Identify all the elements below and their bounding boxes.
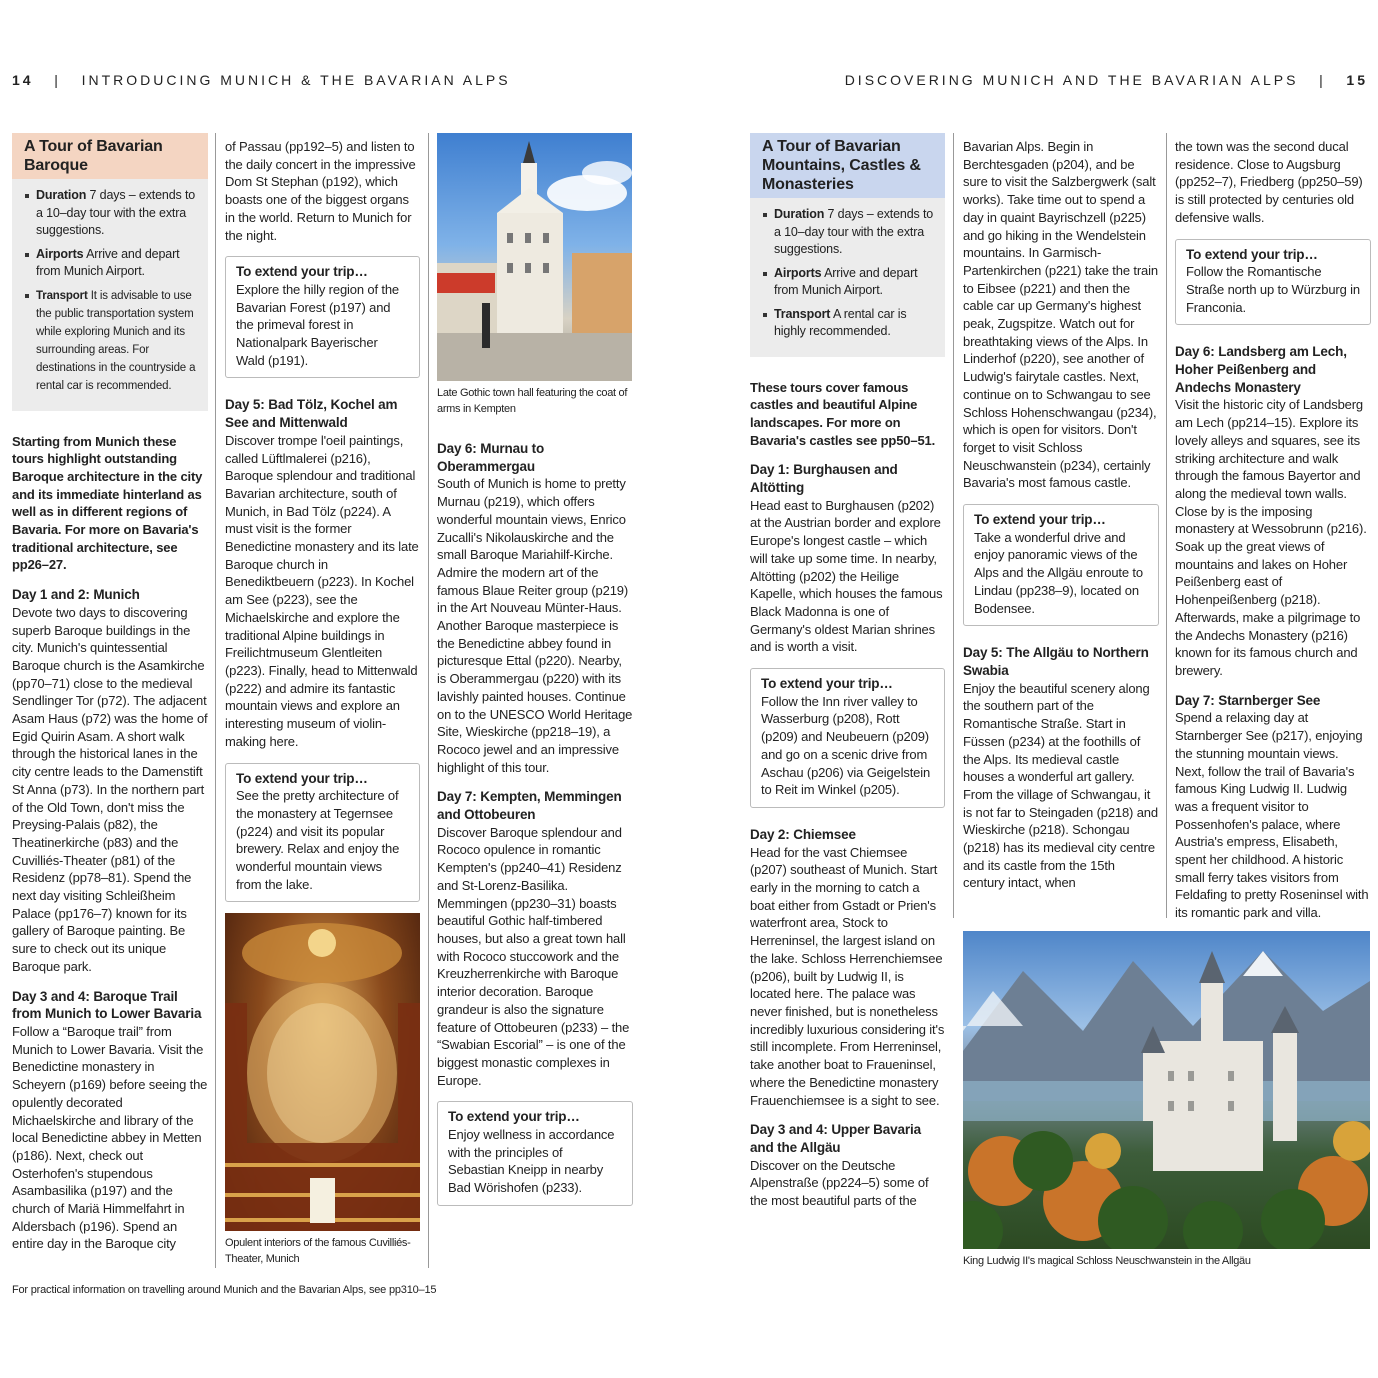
castle-photo-figure xyxy=(963,931,1370,1269)
extend-box-1 xyxy=(750,668,945,808)
day6-heading: Day 6: Landsberg am Lech, Hoher Peißenberg and Andechs Monastery xyxy=(1175,344,1347,395)
extend-text: Take a wonderful drive and enjoy panoramic views of the Alps and the Allgäu enroute to Lindau (pp238–9), located on Bodensee. xyxy=(974,529,1143,616)
day7-heading: Day 7: Kempten, Memmingen and Ottobeuren xyxy=(437,789,622,823)
tour-facts-box xyxy=(12,133,208,411)
day3-continued: Bavarian Alps. Begin in Berchtesgaden (p204), and be sure to visit the Salzbergwerk (salt works). Take time out to spend a day in quaint Bayrischzell (p225) and go hiking in the Wendelstein mountains. In Garmisch-Partenkirchen (p221) take the train to Eibsee (p221) and then the cable car up Germany's highest peak, Zugspitze. Watch out for breathtaking views of the Alps. In Linderhof (p220), see another of Ludwig's fairytale castles. Next, continue on to Schwangau to see Schloss Hohenschwangau (p234), which is open for visitors. Don't forget to visit Schloss Neuschwanstein (p234), certainly Bavaria's most famous castle. xyxy=(963,139,1158,491)
day3-heading: Day 3 and 4: Baroque Trail from Munich to Lower Bavaria xyxy=(12,988,202,1022)
extend-box-3 xyxy=(1175,239,1371,326)
castle-caption: King Ludwig II's magical Schloss Neuschwanstein in the Allgäu xyxy=(963,1255,1251,1267)
day3-heading: Day 3 and 4: Upper Bavaria and the Allgäu xyxy=(750,1122,921,1155)
day3-continued: of Passau (pp192–5) and listen to the daily concert in the impressive Dom St Stephan (p192), which boasts one of the biggest organs in the world. Return to Munich for the night. xyxy=(225,139,416,243)
theatre-illustration xyxy=(225,913,420,1231)
day2-text: Head for the vast Chiemsee (p207) southeast of Munich. Start early in the morning to catch a boat either from Gstadt or Prien's waterfront area, Stock to Herreninsel, the largest island on the lake. Schloss Herrenchiemsee (p206), built by Ludwig II, is located here. The palace was never finished, but is nonetheless incredibly luxurious considering it's still incomplete. From Herreninsel, take another boat to Fraueninsel, where the Benedictine monastery Frauenchiemsee is a sight to see. xyxy=(750,844,945,1108)
fact-duration: Duration 7 days – extends to a 10–day tour with the extra suggestions. xyxy=(36,187,200,240)
fact-airports: Airports Arrive and depart from Munich Airport. xyxy=(36,246,200,281)
theatre-photo-figure xyxy=(225,913,420,1267)
running-head-right-text: DISCOVERING MUNICH AND THE BAVARIAN ALPS xyxy=(844,72,1299,88)
tour-title: A Tour of Bavarian Mountains, Castles & Monasteries xyxy=(750,133,945,198)
tour-title: A Tour of Bavarian Baroque xyxy=(12,133,208,179)
column-divider xyxy=(428,133,429,1268)
townhall-photo xyxy=(437,133,632,381)
day3-text: Follow a “Baroque trail” from Munich to Lower Bavaria. Visit the Benedictine monastery in Scheyern (p169) before seeing the opulently decorated Michaelskirche and library of the local Benedictine abbey in Metten (p186). Next, check out Osterhofen's stupendous Asambasilika (p197) and the church of Mariä Himmelfahrt in Aldersbach (p196). Spend an entire day in the Baroque city xyxy=(12,1024,208,1252)
townhall-photo-figure xyxy=(437,133,632,417)
right-column-3 xyxy=(1175,138,1371,934)
right-column-1 xyxy=(750,133,945,1222)
right-column-2 xyxy=(963,138,1159,904)
extend-title: To extend your trip… xyxy=(761,676,893,692)
day6-text: Visit the historic city of Landsberg am Lech (pp214–15). Explore its lovely alleys and squares, see its striking architecture and walk through the famous Bayertor and along the medieval town walls. Close by is the imposing monastery at Wessobrunn (p216). Soak up the great views of mountains and lakes on Hoher Peißenberg east of Hohenpeißenberg (p218). Afterwards, make a pilgrimage to the Andechs Monastery (p216) known for its famous church and brewery. xyxy=(1175,397,1367,678)
day1-heading: Day 1 and 2: Munich xyxy=(12,587,140,603)
fact-airports: Airports Arrive and depart from Munich Airport. xyxy=(774,265,937,300)
day1-text: Devote two days to discovering superb Baroque buildings in the city. Munich's quintessential Baroque church is the Asamkirche (pp70–71) close to the medieval Sendlinger Tor (p72). The adjacent Asam Haus (p72) was the home of Egid Quirin Asam. A short walk through the historical lanes in the city centre leads to the Damenstift St Anna (p73). In the northern part of the Old Town, don't miss the Preysing-Palais (p82), the Theatinerkirche (p83) and the Cuvilliés-Theater (p81) of the Residenz (pp78–81). Spend the next day visiting Schleißheim Palace (pp176–7) known for its gallery of Baroque painting. Be sure to check out its unique Baroque park. xyxy=(12,604,208,974)
extend-text: Follow the Romantische Straße north up to Würzburg in Franconia. xyxy=(1186,264,1360,315)
extend-box-1 xyxy=(225,256,420,378)
fact-transport: Transport It is advisable to use the public transportation system while exploring Munich and its surrounding areas. For destinations in the countryside a rental car is recommended. xyxy=(36,287,200,395)
day7-heading: Day 7: Starnberger See xyxy=(1175,692,1321,708)
extend-text: Explore the hilly region of the Bavarian Forest (p197) and the primeval forest in Nationalpark Bayerischer Wald (p191). xyxy=(236,281,400,368)
extend-text: See the pretty architecture of the monastery at Tegernsee (p224) and visit its popular brewery. Relax and enjoy the wonderful mountain views from the lake. xyxy=(236,788,400,892)
tour-facts-box xyxy=(750,133,945,357)
left-column-3 xyxy=(437,440,633,1224)
fact-transport: Transport A rental car is highly recommended. xyxy=(774,306,937,341)
fact-duration: Duration 7 days – extends to a 10–day tour with the extra suggestions. xyxy=(774,206,937,259)
extend-box-3 xyxy=(437,1101,633,1206)
extend-title: To extend your trip… xyxy=(974,512,1106,528)
extend-title: To extend your trip… xyxy=(1186,246,1318,262)
extend-title: To extend your trip… xyxy=(236,770,368,786)
castle-photo xyxy=(963,931,1370,1249)
extend-box-2 xyxy=(225,763,420,903)
day5-continued: the town was the second ducal residence. Close to Augsburg (pp252–7), Friedberg (pp250–59) is still protected by centuries old defensive walls. xyxy=(1175,139,1363,225)
left-column-2 xyxy=(225,138,420,920)
extend-title: To extend your trip… xyxy=(448,1109,580,1125)
day5-text: Enjoy the beautiful scenery along the southern part of the Romantische Straße. Start in Füssen (p234) at the foothills of the Alps. Its medieval castle houses a wonderful art gallery. From the village of Schwangau, it is not far to Steingaden (p218) and Wieskirche (p218). Schongau (p218) has its medieval city centre and its castle from the 15th century intact, when xyxy=(963,680,1158,891)
day2-heading: Day 2: Chiemsee xyxy=(750,826,856,842)
castle-illustration xyxy=(963,931,1370,1249)
townhall-caption: Late Gothic town hall featuring the coat of arms in Kempten xyxy=(437,387,628,415)
running-head-right: DISCOVERING MUNICH AND THE BAVARIAN ALPS | 15 xyxy=(844,72,1368,88)
day7-text: Discover Baroque splendour and Rococo opulence in romantic Kempten's (pp240–41) Residenz and St-Lorenz-Basilika. Memmingen (pp230–31) boasts beautiful Gothic half-timbered houses, but also a great town hall with Rococo stuccowork and the Kreuzherrenkirche with Baroque interior decoration. Baroque grandeur is also the signature feature of Ottobeuren (p233) – the “Swabian Escorial” – is one of the biggest monastic complexes in Europe. xyxy=(437,824,630,1088)
column-divider xyxy=(953,133,954,918)
day6-text: South of Munich is home to pretty Murnau (p219), which offers wonderful mountain views, Enrico Zucalli's Nikolauskirche and the small Baroque Mariahilf-Kirche. Admire the modern art of the famous Blaue Reiter group (p219) in the Art Nouveau Münter-Haus. Another Baroque masterpiece is the Benedictine abbey found in picturesque Ettal (p220). Nearby, is Oberammergau (p220) with its lavishly painted houses. Continue on to the UNESCO World Heritage Site, Wieskirche (pp218–19), a Rococo jewel and an impressive highlight of this tour. xyxy=(437,476,633,775)
column-divider xyxy=(215,133,216,1268)
townhall-illustration xyxy=(437,133,632,381)
day3-text: Discover on the Deutsche Alpenstraße (pp224–5) some of the most beautiful parts of the xyxy=(750,1157,929,1209)
day1-heading: Day 1: Burghausen and Altötting xyxy=(750,462,898,496)
extend-box-2 xyxy=(963,504,1159,626)
day5-heading: Day 5: The Allgäu to Northern Swabia xyxy=(963,645,1149,678)
extend-text: Follow the Inn river valley to Wasserburg (p208), Rott (p209) and Neubeuern (p209) and go on a scenic drive from Aschau (p206) via Geigelstein to Reit im Winkel (p205). xyxy=(761,693,931,798)
running-head-left: 14 | INTRODUCING MUNICH & THE BAVARIAN ALPS xyxy=(12,72,511,88)
day5-text: Discover trompe l'oeil paintings, called Lüftlmalerei (p216), Baroque splendour and traditional Bavarian architecture, south of Munich, in Bad Tölz (p224). A must visit is the former Benedictine monastery and its late Baroque church in Benediktbeuern (p223). In Kochel am See (p223), see the Michaelskirche and explore the traditional Alpine buildings in Freilichtmuseum Glentleiten (p223). Finally, head to Mittenwald (p222) and admire its fantastic mountain views and explore an interesting museum of violin-making here. xyxy=(225,432,419,749)
day5-heading: Day 5: Bad Tölz, Kochel am See and Mittenwald xyxy=(225,397,398,431)
intro-text: Starting from Munich these tours highlight outstanding Baroque architecture in the city and its immediate hinterland as well as in different regions of Bavaria. For more on Bavaria's traditional architecture, see pp26–27. xyxy=(12,433,203,573)
extend-title: To extend your trip… xyxy=(236,264,368,280)
day1-text: Head east to Burghausen (p202) at the Austrian border and explore Europe's longest castle – which will take up some time. In nearby, Altötting (p202) the Heilige Kapelle, which houses the famous Black Madonna is one of Germany's oldest Marian shrines and is worth a visit. xyxy=(750,497,943,655)
left-column-1 xyxy=(12,133,208,1265)
theatre-caption: Opulent interiors of the famous Cuvilliés-Theater, Munich xyxy=(225,1237,411,1265)
page-footer: For practical information on travelling around Munich and the Bavarian Alps, see pp310–15 xyxy=(12,1284,437,1296)
extend-text: Enjoy wellness in accordance with the principles of Sebastian Kneipp in nearby Bad Wörishofen (p233). xyxy=(448,1127,615,1196)
day7-text: Spend a relaxing day at Starnberger See (p217), enjoying the stunning mountain views. Next, follow the trail of Bavaria's famous King Ludwig II. Ludwig was a frequent visitor to Possenhofen's palace, where Austria's empress, Elisabeth, spent her childhood. A historic small ferry takes visitors from Feldafing to pretty Roseninsel with its romantic park and villa. xyxy=(1175,710,1369,921)
day6-heading: Day 6: Murnau to Oberammergau xyxy=(437,441,545,474)
column-divider xyxy=(1166,133,1167,918)
running-head-left-text: INTRODUCING MUNICH & THE BAVARIAN ALPS xyxy=(81,72,511,88)
intro-text: These tours cover famous castles and beautiful Alpine landscapes. For more on Bavaria's castles see pp50–51. xyxy=(750,379,936,448)
page-number-right: 15 xyxy=(1346,72,1368,88)
page-number-left: 14 xyxy=(12,72,34,88)
tour-facts-list xyxy=(12,179,208,395)
tour-facts-list xyxy=(750,198,945,341)
theatre-photo xyxy=(225,913,420,1231)
